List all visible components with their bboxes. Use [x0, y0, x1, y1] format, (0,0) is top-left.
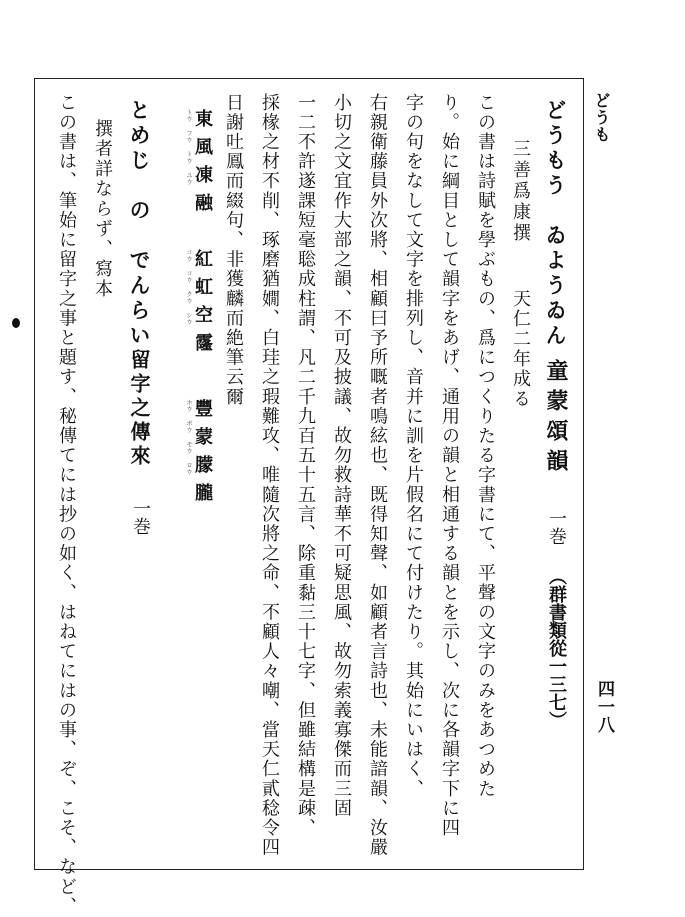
section1-body-line: 小切之文宜作大部之韻、不可及披議、故勿救詩華不可疑思風、故勿索義寡傑而三固 — [331, 93, 352, 819]
section1-body-line: 字の句をなして文字を排列し、音并に訓を片假名にて付けたり。其始にいはく、 — [403, 93, 424, 799]
section2-author: 撰者詳ならず、寫本 — [92, 119, 113, 299]
section1-body-line: 日謝吐鳳而綴句、非獲麟而絶筆云爾 — [223, 93, 244, 407]
section1-body-line: 右親衛藤員外次將、相顧曰予所嘅者鳴絃也、既得知聲、如顧者言詩也、未能諳韻、汝嚴 — [367, 93, 388, 858]
section1-date: 天仁二年成る — [510, 289, 531, 409]
section1-body-line: この書は詩賦を學ぶもの、爲につくりたる字書にて、平聲の文字のみをあつめた — [475, 93, 496, 799]
section2-heading: とめじ の でんらい — [127, 99, 152, 349]
entry-ruby: コウ コウ クウ シウ — [185, 249, 192, 326]
section2-title: 留字之傳來 — [127, 349, 151, 469]
entry-chars: 豐蒙朦朧 — [192, 399, 213, 511]
section1-body-line: 採椽之材不削、琢磨猶嫺、白珪之瑕難攻、唯隨次將之命、不顧人々嘲、當天仁貳稔令四 — [259, 93, 280, 858]
entry-chars: 東風凍融 — [192, 109, 213, 221]
running-title: どうも — [592, 92, 611, 143]
binding-hole-marker — [12, 318, 20, 328]
entry-chars: 紅虹空霳 — [192, 249, 213, 361]
section1-title: 童蒙頌韻 — [543, 359, 569, 479]
entry-ruby: トウ フウ トウ ユウ — [185, 109, 192, 186]
section1-body-line: り。始に綱目として韻字をあげ、通用の韻と相通する韻とを示し、次に各韻字下に四 — [439, 93, 460, 838]
page-number: 四一八 — [594, 680, 614, 734]
section2-volumes: 一巻 — [130, 499, 151, 535]
section1-body-line: 一二不許遂課短毫聡成柱謂、凡二千九百五十五言、除重黏三十七字、但雖結構是疎、 — [295, 93, 316, 838]
section2-body-line: この書は、筆始に留字之事と題す、秘傳てには抄の如く、はねてにはの事、ぞ、こそ、など、 — [56, 93, 77, 917]
section1-source: （群書類從一三七） — [546, 567, 567, 729]
section1-author: 三善爲康撰 — [510, 139, 531, 244]
section1-volumes: 一巻 — [546, 509, 567, 545]
section1-heading: どうもう ゐようゐん — [543, 99, 568, 349]
page-frame — [34, 78, 584, 917]
entry-ruby: ホウ ボウ モウ ロウ — [185, 399, 192, 476]
